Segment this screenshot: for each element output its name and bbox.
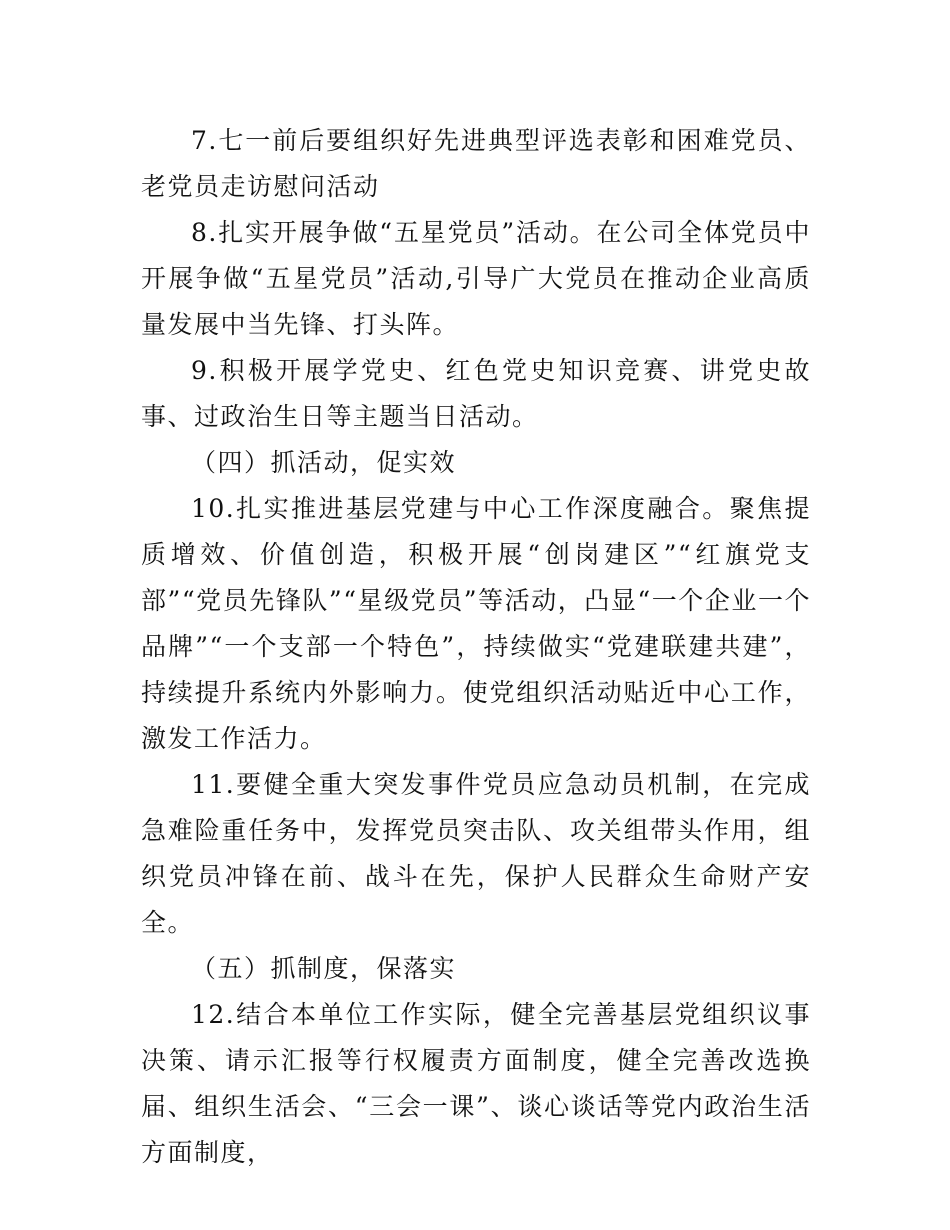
paragraph-item-7: 7.七一前后要组织好先进典型评选表彰和困难党员、老党员走访慰问活动 bbox=[141, 126, 811, 201]
paragraph-item-8: 8.扎实开展争做“五星党员”活动。在公司全体党员中开展争做“五星党员”活动,引导广大党员在推动企业高质量发展中当先锋、打头阵。 bbox=[141, 218, 811, 339]
paragraph-item-11: 11.要健全重大突发事件党员应急动员机制，在完成急难险重任务中，发挥党员突击队、攻关组带头作用，组织党员冲锋在前、战斗在先，保护人民群众生命财产安全。 bbox=[141, 770, 811, 937]
document-body bbox=[141, 118, 811, 1176]
paragraph-item-12: 12.结合本单位工作实际，健全完善基层党组织议事决策、请示汇报等行权履责方面制度，健全完善改选换届、组织生活会、“三会一课”、谈心谈话等党内政治生活方面制度， bbox=[141, 1000, 811, 1167]
section-heading-4: （四）抓活动，促实效 bbox=[191, 448, 457, 477]
paragraph-item-10: 10.扎实推进基层党建与中心工作深度融合。聚焦提质增效、价值创造，积极开展“创岗建区”“红旗党支部”“党员先锋队”“星级党员”等活动，凸显“一个企业一个品牌”“一个支部一个特色”，持续做实“党建联建共建”，持续提升系统内外影响力。使党组织活动贴近中心工作，激发工作活力。 bbox=[141, 494, 811, 753]
paragraph-item-9: 9.积极开展学党史、红色党史知识竞赛、讲党史故事、过政治生日等主题当日活动。 bbox=[141, 356, 811, 431]
section-heading-5: （五）抓制度，保落实 bbox=[191, 954, 457, 983]
